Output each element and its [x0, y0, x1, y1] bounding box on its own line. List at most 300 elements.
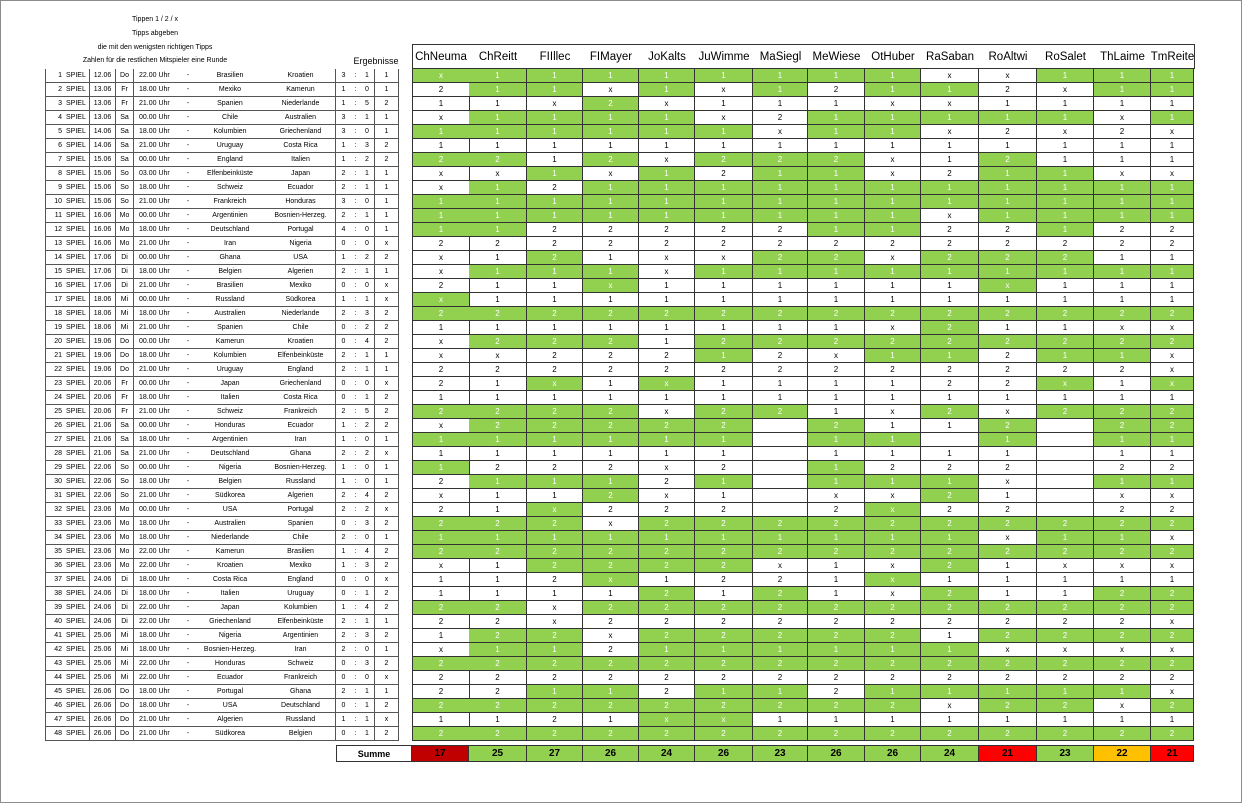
- table-row: [45, 419, 1195, 433]
- away-team: Russland: [266, 475, 336, 489]
- tip-cell: 1: [1037, 391, 1094, 405]
- match-time: 00.00 Uhr: [134, 335, 182, 349]
- match-time: 22.00 Uhr: [134, 559, 182, 573]
- tip-cell: 1: [808, 97, 865, 111]
- table-row: [45, 181, 1195, 195]
- tip-cell: 1: [1094, 713, 1151, 727]
- tip-cell: 1: [1151, 447, 1194, 461]
- tip-cell: 2: [979, 251, 1037, 265]
- tip-cell: 1: [695, 321, 753, 335]
- match-day: Sa: [116, 111, 134, 125]
- dash: -: [182, 727, 194, 741]
- match-date: 17.06: [90, 265, 116, 279]
- tip-cell: 2: [979, 503, 1037, 517]
- result-1x2: 2: [375, 629, 399, 643]
- dash: -: [182, 69, 194, 83]
- tip-cell: 1: [469, 181, 527, 195]
- home-goals: 2: [336, 629, 351, 643]
- tip-cell: 1: [639, 447, 695, 461]
- away-team: Ghana: [266, 685, 336, 699]
- match-date: 24.06: [90, 615, 116, 629]
- match-date: 23.06: [90, 503, 116, 517]
- spiel-label: SPIEL: [64, 195, 90, 209]
- tip-cell: 2: [639, 671, 695, 685]
- tip-cell: 1: [1094, 209, 1151, 223]
- tip-cell: 2: [469, 671, 527, 685]
- spiel-label: SPIEL: [64, 671, 90, 685]
- result-1x2: x: [375, 573, 399, 587]
- tip-cell: 2: [865, 237, 921, 251]
- match-number: 12: [45, 223, 64, 237]
- dash: -: [182, 307, 194, 321]
- match-day: Do: [116, 699, 134, 713]
- tip-cell: 2: [1151, 335, 1194, 349]
- tip-cell: 1: [583, 685, 639, 699]
- tip-cell: 1: [753, 265, 808, 279]
- tip-cell: 1: [695, 293, 753, 307]
- dash: -: [182, 615, 194, 629]
- match-date: 17.06: [90, 251, 116, 265]
- tip-cell: x: [1037, 125, 1094, 139]
- score-separator: :: [351, 615, 360, 629]
- tip-cell: 1: [412, 223, 470, 237]
- match-time: 21.00 Uhr: [134, 139, 182, 153]
- tip-cell: 2: [1094, 237, 1151, 251]
- tip-cell: 2: [1094, 671, 1151, 685]
- dash: -: [182, 699, 194, 713]
- match-number: 19: [45, 321, 64, 335]
- home-goals: 1: [336, 83, 351, 97]
- tip-cell: 2: [1151, 419, 1194, 433]
- table-row: [45, 293, 1195, 307]
- tip-cell: 1: [583, 181, 639, 195]
- tip-cell: 1: [979, 167, 1037, 181]
- home-goals: 2: [336, 503, 351, 517]
- tip-cell: x: [469, 349, 527, 363]
- tip-cell: 1: [1094, 153, 1151, 167]
- result-1x2: 1: [375, 461, 399, 475]
- tip-cell: 1: [865, 195, 921, 209]
- away-team: Australien: [266, 111, 336, 125]
- match-date: 25.06: [90, 671, 116, 685]
- score-separator: :: [351, 349, 360, 363]
- match-day: Mi: [116, 321, 134, 335]
- tip-cell: 1: [469, 69, 527, 83]
- tip-cell: 1: [753, 377, 808, 391]
- tip-cell: 1: [583, 391, 639, 405]
- tip-cell: 2: [639, 419, 695, 433]
- tip-cell: 2: [921, 335, 979, 349]
- tip-cell: 1: [921, 83, 979, 97]
- tip-cell: 1: [469, 489, 527, 503]
- tip-cell: 1: [412, 573, 470, 587]
- home-team: Nigeria: [194, 629, 266, 643]
- tip-cell: 1: [979, 209, 1037, 223]
- result-1x2: 2: [375, 307, 399, 321]
- tip-cell: 2: [639, 475, 695, 489]
- result-1x2: 2: [375, 139, 399, 153]
- table-row: [45, 237, 1195, 251]
- tip-cell: 1: [639, 293, 695, 307]
- match-day: So: [116, 181, 134, 195]
- tip-cell: 1: [412, 447, 470, 461]
- score-separator: :: [351, 363, 360, 377]
- home-goals: 2: [336, 405, 351, 419]
- tip-cell: 1: [695, 433, 753, 447]
- tip-cell: 2: [979, 377, 1037, 391]
- away-team: Japan: [266, 167, 336, 181]
- home-team: England: [194, 153, 266, 167]
- match-date: 22.06: [90, 489, 116, 503]
- tip-cell: 2: [1037, 601, 1094, 615]
- tip-cell: 1: [469, 251, 527, 265]
- tip-cell: 2: [527, 181, 583, 195]
- player-name: FIIllec: [527, 44, 584, 69]
- player-name: RoAltwi: [979, 44, 1038, 69]
- tip-cell: [1037, 419, 1094, 433]
- tip-cell: 2: [639, 307, 695, 321]
- tip-cell: x: [583, 573, 639, 587]
- spiel-label: SPIEL: [64, 727, 90, 741]
- tip-cell: 1: [1094, 181, 1151, 195]
- tip-cell: 2: [695, 629, 753, 643]
- tip-cell: 1: [695, 391, 753, 405]
- tip-cell: x: [1151, 685, 1194, 699]
- dash: -: [182, 447, 194, 461]
- tip-cell: 1: [1094, 97, 1151, 111]
- tip-cell: 1: [1094, 685, 1151, 699]
- tip-cell: 1: [527, 293, 583, 307]
- tip-cell: 1: [979, 181, 1037, 195]
- tip-cell: x: [1151, 377, 1194, 391]
- tip-cell: 2: [753, 601, 808, 615]
- tip-cell: x: [921, 69, 979, 83]
- tip-cell: 2: [921, 377, 979, 391]
- tip-cell: [1037, 447, 1094, 461]
- away-goals: 1: [360, 699, 375, 713]
- match-time: 21.00 Uhr: [134, 489, 182, 503]
- away-team: Frankreich: [266, 405, 336, 419]
- tip-cell: 1: [469, 195, 527, 209]
- home-goals: 1: [336, 419, 351, 433]
- match-time: 18.00 Uhr: [134, 573, 182, 587]
- tip-cell: 2: [469, 601, 527, 615]
- spiel-label: SPIEL: [64, 545, 90, 559]
- home-team: Spanien: [194, 97, 266, 111]
- match-time: 18.00 Uhr: [134, 223, 182, 237]
- match-time: 18.00 Uhr: [134, 531, 182, 545]
- tip-cell: 1: [753, 391, 808, 405]
- tip-cell: 1: [865, 447, 921, 461]
- tip-cell: 2: [921, 601, 979, 615]
- away-goals: 1: [360, 615, 375, 629]
- tip-cell: 2: [979, 363, 1037, 377]
- tip-cell: 1: [583, 209, 639, 223]
- tip-cell: 1: [412, 391, 470, 405]
- tip-cell: x: [865, 405, 921, 419]
- tip-cell: 2: [865, 363, 921, 377]
- dash: -: [182, 517, 194, 531]
- spiel-label: SPIEL: [64, 503, 90, 517]
- tip-cell: 1: [412, 139, 470, 153]
- tip-cell: 2: [583, 727, 639, 741]
- away-team: Chile: [266, 321, 336, 335]
- tip-cell: 2: [921, 657, 979, 671]
- match-day: Sa: [116, 125, 134, 139]
- spiel-label: SPIEL: [64, 643, 90, 657]
- away-goals: 1: [360, 363, 375, 377]
- home-goals: 0: [336, 321, 351, 335]
- away-goals: 3: [360, 559, 375, 573]
- tip-cell: 2: [753, 349, 808, 363]
- tip-cell: 2: [808, 629, 865, 643]
- tip-cell: 2: [469, 405, 527, 419]
- score-separator: :: [351, 223, 360, 237]
- home-team: Belgien: [194, 475, 266, 489]
- home-team: Elfenbeinküste: [194, 167, 266, 181]
- player-name: MaSiegl: [753, 44, 809, 69]
- tip-cell: 2: [412, 727, 470, 741]
- tip-cell: x: [865, 97, 921, 111]
- tip-cell: 2: [412, 545, 470, 559]
- tip-cell: 1: [527, 531, 583, 545]
- tip-cell: 1: [979, 489, 1037, 503]
- match-number: 25: [45, 405, 64, 419]
- home-team: USA: [194, 503, 266, 517]
- tip-cell: 2: [583, 363, 639, 377]
- away-goals: 1: [360, 349, 375, 363]
- tip-cell: 1: [583, 713, 639, 727]
- home-goals: 1: [336, 293, 351, 307]
- dash: -: [182, 587, 194, 601]
- dash: -: [182, 433, 194, 447]
- tip-cell: 2: [527, 545, 583, 559]
- tip-cell: 1: [1037, 111, 1094, 125]
- tip-cell: 2: [1037, 629, 1094, 643]
- tip-cell: x: [979, 279, 1037, 293]
- score-separator: :: [351, 237, 360, 251]
- tip-cell: 1: [808, 447, 865, 461]
- match-date: 20.06: [90, 391, 116, 405]
- tip-cell: 2: [1151, 545, 1194, 559]
- tip-cell: 2: [1094, 503, 1151, 517]
- tip-cell: 1: [1151, 83, 1194, 97]
- match-time: 18.00 Uhr: [134, 125, 182, 139]
- home-goals: 1: [336, 601, 351, 615]
- match-number: 28: [45, 447, 64, 461]
- tip-cell: 2: [695, 657, 753, 671]
- tip-cell: 1: [1151, 265, 1194, 279]
- tip-cell: x: [639, 153, 695, 167]
- tip-cell: 2: [695, 223, 753, 237]
- result-1x2: 1: [375, 223, 399, 237]
- tip-cell: 1: [469, 97, 527, 111]
- home-team: Argentinien: [194, 433, 266, 447]
- match-time: 18.00 Uhr: [134, 587, 182, 601]
- tip-cell: 1: [753, 293, 808, 307]
- tip-cell: 2: [753, 699, 808, 713]
- tip-cell: 2: [469, 237, 527, 251]
- tip-cell: 1: [808, 391, 865, 405]
- tip-cell: 1: [1151, 97, 1194, 111]
- tip-cell: 1: [639, 643, 695, 657]
- spiel-label: SPIEL: [64, 489, 90, 503]
- tip-cell: 1: [639, 111, 695, 125]
- tip-cell: x: [583, 279, 639, 293]
- away-team: Frankreich: [266, 671, 336, 685]
- tip-cell: 1: [639, 125, 695, 139]
- tip-cell: 1: [1094, 573, 1151, 587]
- tip-cell: 2: [979, 727, 1037, 741]
- tip-cell: 1: [979, 573, 1037, 587]
- tip-cell: 1: [865, 713, 921, 727]
- summe-cell: 26: [865, 745, 921, 762]
- match-time: 00.00 Uhr: [134, 419, 182, 433]
- away-team: Iran: [266, 643, 336, 657]
- tip-cell: 1: [1094, 433, 1151, 447]
- result-1x2: 2: [375, 587, 399, 601]
- tip-cell: 1: [921, 279, 979, 293]
- tip-cell: 2: [865, 461, 921, 475]
- score-separator: :: [351, 251, 360, 265]
- tip-cell: 1: [921, 293, 979, 307]
- tip-cell: x: [865, 153, 921, 167]
- match-date: 14.06: [90, 125, 116, 139]
- match-time: 22.00 Uhr: [134, 671, 182, 685]
- dash: -: [182, 363, 194, 377]
- match-number: 27: [45, 433, 64, 447]
- home-goals: 1: [336, 139, 351, 153]
- home-team: Kolumbien: [194, 125, 266, 139]
- result-1x2: 2: [375, 489, 399, 503]
- tip-cell: 1: [921, 139, 979, 153]
- tip-cell: 1: [921, 531, 979, 545]
- tip-cell: 2: [469, 363, 527, 377]
- away-team: Bosnien-Herzeg.: [266, 209, 336, 223]
- tip-cell: 1: [469, 573, 527, 587]
- match-day: Sa: [116, 433, 134, 447]
- tip-cell: 2: [921, 503, 979, 517]
- tip-cell: 2: [583, 307, 639, 321]
- tip-cell: 1: [639, 195, 695, 209]
- tip-cell: 2: [808, 307, 865, 321]
- match-number: 44: [45, 671, 64, 685]
- tip-cell: 1: [921, 195, 979, 209]
- away-goals: 0: [360, 223, 375, 237]
- away-team: Schweiz: [266, 657, 336, 671]
- tip-cell: 1: [808, 643, 865, 657]
- home-goals: 2: [336, 643, 351, 657]
- tip-cell: 1: [979, 293, 1037, 307]
- tip-cell: x: [527, 615, 583, 629]
- table-row: [45, 713, 1195, 727]
- spiel-label: SPIEL: [64, 69, 90, 83]
- tip-cell: x: [583, 167, 639, 181]
- tip-cell: 1: [753, 195, 808, 209]
- table-row: [45, 447, 1195, 461]
- tip-cell: 2: [639, 517, 695, 531]
- table-row: [45, 69, 1195, 83]
- tip-cell: 2: [583, 657, 639, 671]
- match-time: 00.00 Uhr: [134, 377, 182, 391]
- tip-cell: 1: [695, 475, 753, 489]
- dash: -: [182, 97, 194, 111]
- tip-cell: 1: [469, 447, 527, 461]
- table-row: [45, 503, 1195, 517]
- tip-cell: 1: [639, 391, 695, 405]
- home-goals: 0: [336, 699, 351, 713]
- tip-cell: 2: [865, 671, 921, 685]
- tip-cell: 2: [1037, 363, 1094, 377]
- home-goals: 0: [336, 517, 351, 531]
- tip-cell: 2: [753, 111, 808, 125]
- result-1x2: 2: [375, 321, 399, 335]
- dash: -: [182, 685, 194, 699]
- tip-cell: 1: [1094, 265, 1151, 279]
- tip-cell: 2: [921, 167, 979, 181]
- tip-cell: 2: [583, 545, 639, 559]
- tip-cell: 1: [921, 475, 979, 489]
- tip-cell: 2: [639, 629, 695, 643]
- tip-cell: 1: [1037, 713, 1094, 727]
- home-team: Brasilien: [194, 69, 266, 83]
- tip-cell: 1: [695, 447, 753, 461]
- tip-cell: 1: [1094, 391, 1151, 405]
- tip-cell: 1: [639, 531, 695, 545]
- tip-cell: 1: [1094, 139, 1151, 153]
- tip-cell: 1: [865, 279, 921, 293]
- match-date: 18.06: [90, 321, 116, 335]
- away-goals: 3: [360, 657, 375, 671]
- table-row: [45, 377, 1195, 391]
- match-day: Mi: [116, 643, 134, 657]
- away-team: Kamerun: [266, 83, 336, 97]
- tip-cell: x: [979, 531, 1037, 545]
- tip-cell: 1: [1151, 139, 1194, 153]
- tip-cell: 1: [1094, 293, 1151, 307]
- tip-cell: [1037, 433, 1094, 447]
- tip-cell: 1: [412, 97, 470, 111]
- tip-cell: 1: [808, 111, 865, 125]
- tip-cell: 2: [412, 307, 470, 321]
- tip-cell: x: [865, 167, 921, 181]
- table-row: [45, 629, 1195, 643]
- tip-cell: 2: [808, 83, 865, 97]
- match-day: So: [116, 475, 134, 489]
- tip-cell: 2: [979, 335, 1037, 349]
- score-separator: :: [351, 139, 360, 153]
- match-time: 21.00 Uhr: [134, 447, 182, 461]
- match-time: 18.00 Uhr: [134, 643, 182, 657]
- tip-cell: 2: [865, 657, 921, 671]
- home-goals: 2: [336, 167, 351, 181]
- tip-cell: [1037, 461, 1094, 475]
- tip-cell: 1: [979, 265, 1037, 279]
- tip-cell: 2: [695, 461, 753, 475]
- home-team: Kamerun: [194, 545, 266, 559]
- tip-cell: x: [412, 559, 470, 573]
- tip-cell: 2: [808, 153, 865, 167]
- tip-cell: 1: [583, 531, 639, 545]
- match-number: 23: [45, 377, 64, 391]
- tip-cell: 2: [583, 419, 639, 433]
- away-team: Deutschland: [266, 699, 336, 713]
- home-goals: 3: [336, 195, 351, 209]
- player-name: JuWimme: [695, 44, 754, 69]
- spiel-label: SPIEL: [64, 517, 90, 531]
- away-team: England: [266, 363, 336, 377]
- tip-cell: [753, 433, 808, 447]
